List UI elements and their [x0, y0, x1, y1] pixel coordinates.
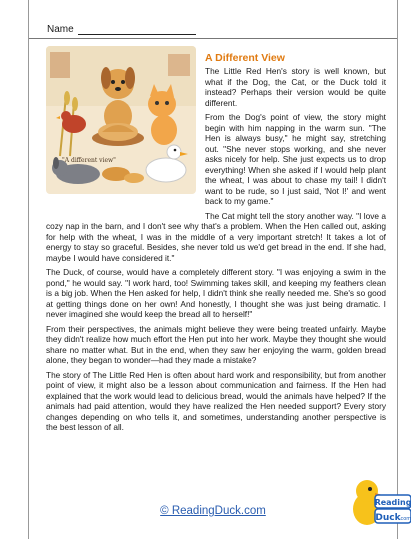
- reading-duck-logo: [349, 473, 411, 533]
- logo-text-com: .com: [398, 516, 411, 522]
- paragraph: From the Dog's point of view, the story might begin with him napping in the warm sun. "The Hen is always busy," he might say, stretching out. "She never stops working, and she never asks nicely for help. She just expects us to drop everything! When she asked if I would help plant the wheat, I was about to chase my tail! I didn't want to be rude, so I just said, 'Not I!' and went back to my game.": [205, 112, 386, 206]
- paragraph: The Duck, of course, would have a completely different story. "I was enjoying a swim in the pond," he would say. "I work hard, too! Swimming takes skill, and keeping my feathers clean is a big job. When the Hen asked for help, I didn't think she really needed me. She's so good at getting things done on her own! And honestly, I thought she was just being dramatic. I never imagined she would keep the bread all to herself!": [46, 267, 386, 319]
- paragraph: The story of The Little Red Hen is often about hard work and responsibility, but from another point of view, it might also be a lesson about communication and fairness. If the Hen had explained that the work would lead to delicious bread, would the animals have helped? If the animals had paid attention, would they have realized the Hen needed support? Every story changes depending on who tells it, and sometimes, understanding another perspective is the best lesson of all.: [46, 369, 386, 432]
- illustration-caption: "A different view": [62, 157, 116, 164]
- paragraph: The Cat might tell the story another way. "I love a cozy nap in the barn, and I don't see why that's a problem. When the Hen called out, asking for help with the wheat, I was in the middle of a very important stretch! It takes a lot of energy to stay so graceful. Besides, she never told us we'd get bread in the end. If she had, maybe I would have considered it.": [46, 210, 386, 263]
- logo-text-reading: Reading: [374, 498, 411, 507]
- illustration-spacer: [46, 66, 205, 214]
- logo-text-duck: Duck: [375, 513, 401, 523]
- name-blank-line[interactable]: [78, 25, 196, 35]
- worksheet-page: [28, 0, 411, 539]
- name-row: [47, 24, 196, 35]
- article-title: A Different View: [205, 52, 285, 64]
- paragraph: From their perspectives, the animals might believe they were being treated unfairly. Maybe they didn't realize how much effort the Hen put into her work. Maybe they thought she would share no matter what. But in the end, when they saw her enjoying the warm, golden bread alone, they began to wonder—had they made a mistake?: [46, 323, 386, 365]
- article-body: [46, 66, 386, 437]
- header-divider: [29, 38, 397, 39]
- name-label: Name: [47, 24, 74, 35]
- footer-link[interactable]: © ReadingDuck.com: [160, 505, 266, 517]
- paragraph: The Little Red Hen's story is well known, but what if the Dog, the Cat, or the Duck told it instead? Perhaps their version would be quite different.: [205, 66, 386, 108]
